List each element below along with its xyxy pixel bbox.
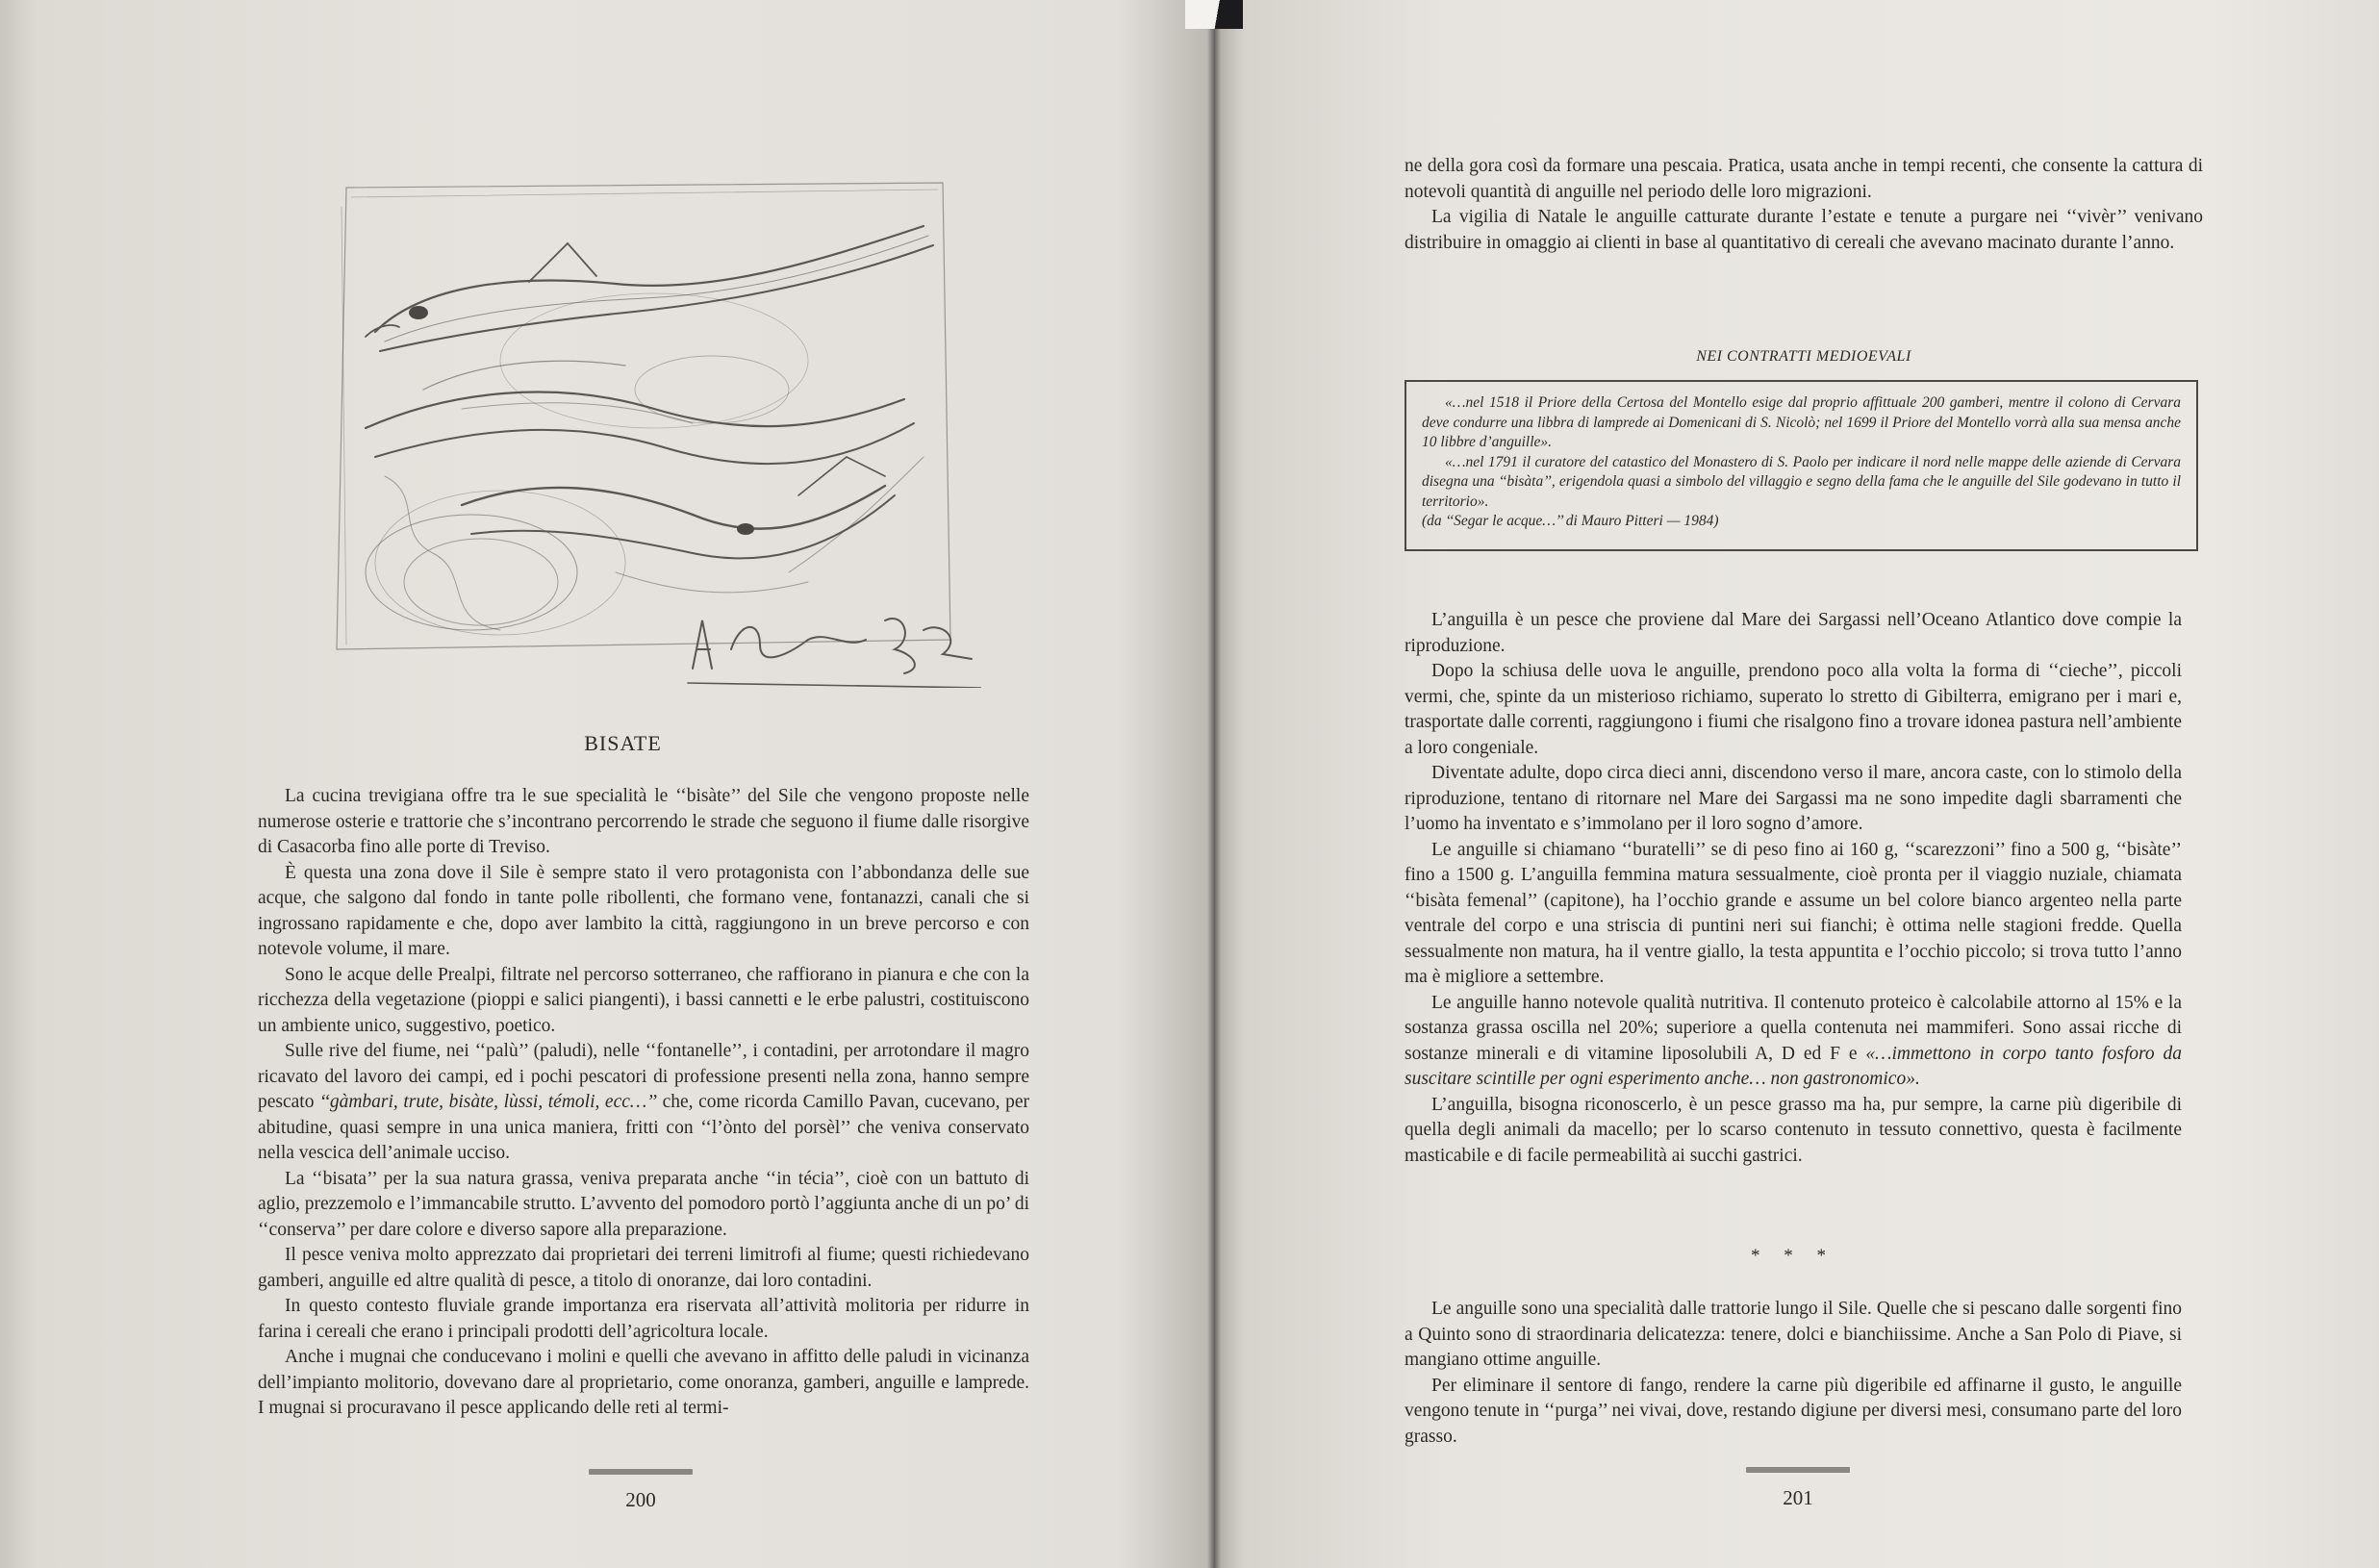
paragraph: Diventate adulte, dopo circa dieci anni, discendono verso il mare, ancora caste, con lo stimolo della riproduzione, tentano di ritornare nel Mare dei Sargassi ma ne sono impedite dagli sbarramenti che l’uomo ha inventato e s’immolano per il loro sogno d’amore. xyxy=(1405,763,2182,834)
box-title: NEI CONTRATTI MEDIOEVALI xyxy=(1696,348,1911,365)
paragraph: L’anguilla, bisogna riconoscerlo, è un pesce grasso ma ha, pur sempre, la carne più digeribile di quella degli animali da macello; per lo scarso contenuto in tessuto connettivo, questa è facilmente masticabile e di facile permeabilità ai succhi gastrici. xyxy=(1405,1094,2182,1166)
box-paragraph: «…nel 1518 il Priore della Certosa del Montello esige dal proprio affittuale 200 gamberi, mentre il colono di Cervara deve condurre una libbra di lamprede ai Domenicani di S. Nicolò; nel 1699 il Priore del Montello vorrà alla sua mensa anche 10 libbre d’anguille». xyxy=(1422,394,2181,450)
right-end-text xyxy=(1405,1297,2182,1450)
paragraph: La ‘‘bisata’’ per la sua natura grassa, veniva preparata anche ‘‘in técia’’, cioè con un battuto di aglio, prezzemolo e l’immancabile strutto. L’avvento del pomodoro portò l’aggiunta anche di un po’ di ‘‘conserva’’ per dare colore e diverso sapore alla preparazione. xyxy=(258,1168,1029,1240)
quote-box xyxy=(1405,380,2198,551)
paragraph: In questo contesto fluviale grande importanza era riservata all’attività molitoria per ridurre in farina i cereali che erano i principali prodotti dell’agricoltura locale. xyxy=(258,1296,1029,1342)
paragraph: Anche i mugnai che conducevano i molini e quelli che avevano in affitto delle paludi in vicinanza dell’impianto molitorio, dovevano dare al proprietario, come onoranza, gamberi, anguille e lamprede. I mugnai si procuravano il pesce applicando delle reti al termi- xyxy=(258,1347,1029,1418)
paragraph xyxy=(1405,991,2182,1093)
paragraph-text: Le anguille hanno notevole qualità nutritiva. Il contenuto proteico è calcolabile attorno al 15% e la sostanza grassa oscilla nel 20%; superiore a quella contenuta nei mammiferi. Sono assai ricche di sostanze minerali e di vitamine liposolubili A, D ed F e xyxy=(1405,992,2182,1064)
paragraph: È questa una zona dove il Sile è sempre stato il vero protagonista con l’abbondanza delle sue acque, che salgono dal fondo in tante polle ribollenti, che formano vene, fontanazzi, canali che si ingrossano rapidamente e che, dopo aver lambito la città, raggiungono in un breve percorso e con notevole volume, il mare. xyxy=(258,862,1029,959)
page-number: 201 xyxy=(1783,1486,1813,1509)
right-body-text xyxy=(1405,608,2182,1169)
paragraph: La vigilia di Natale le anguille catturate durante l’estate e tenute a purgare nei ‘‘vivèr’’ venivano distribuire in omaggio ai clienti in base al quantitativo di cereali che avevano macinato durante l’anno. xyxy=(1405,207,2203,253)
paragraph: Il pesce veniva molto apprezzato dai proprietari dei terreni limitrofi al fiume; questi richiedevano gamberi, anguille ed altre qualità di pesce, a titolo di onoranze, dai loro contadini. xyxy=(258,1245,1029,1291)
paragraph-text: Sulle rive del fiume, nei ‘‘palù’’ (paludi), nelle ‘‘fontanelle’’, i contadini, per arrotondare il magro ricavato del lavoro dei campi, ed i pochi pescatori di professione presenti nella zona, hanno sempre pescato xyxy=(258,1041,1029,1112)
paragraph: Le anguille si chiamano ‘‘buratelli’’ se di peso fino ai 160 g, ‘‘scarezzoni’’ fino a 500 g, ‘‘bisàte’’ fino a 1500 g. L’anguilla femmina matura sessualmente, cioè pronta per il viaggio nuziale, chiamata ‘‘bisàta femenal’’ (capitone), ha l’occhio grande e assume un bel colore bianco argenteo nella parte ventrale del corpo e una striscia di puntini neri sui fianchi; è ottima nelle stagioni fredde. Quella sessualmente non matura, ha il ventre giallo, la testa appuntita e l’occhio piccolo; si trova tutto l’anno ma è migliore a settembre. xyxy=(1405,839,2182,987)
paragraph-quote: ‘‘gàmbari, trute, bisàte, lùssi, témoli, ecc…’’ xyxy=(319,1092,658,1112)
paragraph: Sono le acque delle Prealpi, filtrate nel percorso sotterraneo, che raffiorano in pianura e che con la ricchezza della vegetazione (pioppi e salici piangenti), i bassi cannetti e le erbe palustri, costituiscono un ambiente unico, suggestivo, poetico. xyxy=(258,964,1029,1036)
book-gutter xyxy=(1207,0,1221,1568)
box-paragraph: «…nel 1791 il curatore del catastico del Monastero di S. Paolo per indicare il nord nelle mappe delle aziende di Cervara disegna una ‘‘bisàta’’, erigendola quasi a simbolo del villaggio e segno della fama che le anguille del Sile godevano in tutto il territorio». xyxy=(1422,453,2181,510)
page-rule xyxy=(1746,1467,1850,1473)
right-top-text xyxy=(1405,154,2203,256)
paragraph: L’anguilla è un pesce che proviene dal Mare dei Sargassi nell’Oceano Atlantico dove compie la riproduzione. xyxy=(1405,610,2182,656)
section-separator: * * * xyxy=(1751,1246,1835,1266)
paragraph: Le anguille sono una specialità dalle trattorie lungo il Sile. Quelle che si pescano dalle sorgenti fino a Quinto sono di straordinaria delicatezza: tenere, dolci e bianchiissime. Anche a San Polo di Piave, si mangiano ottime anguille. xyxy=(1405,1299,2182,1370)
paragraph: Dopo la schiusa delle uova le anguille, prendono poco alla volta la forma di ‘‘cieche’’, piccoli vermi, che, spinte da un misterioso richiamo, superato lo stretto di Gibilterra, emigrano per i mari e, trasportate dalle correnti, raggiungono i fiumi che risalgono fino a trovare idonea pastura nell’ambiente a loro congeniale. xyxy=(1405,661,2182,758)
paragraph: Per eliminare il sentore di fango, rendere la carne più digeribile ed affinarne il gusto, le anguille vengono tenute in ‘‘purga’’ nei vivai, dove, restando digiune per diversi mesi, consumano parte del loro grasso. xyxy=(1405,1375,2182,1447)
section-heading: BISATE xyxy=(584,731,662,755)
paragraph: ne della gora così da formare una pescaia. Pratica, usata anche in tempi recenti, che consente la cattura di notevoli quantità di anguille nel periodo delle loro migrazioni. xyxy=(1405,156,2203,202)
paragraph xyxy=(258,1039,1029,1167)
left-body-text xyxy=(258,784,1029,1422)
paragraph-quote: «…immettono in corpo tanto fosforo da suscitare scintille per ogni esperimento anche… non gastronomico». xyxy=(1405,1043,2182,1089)
page-number: 200 xyxy=(625,1488,656,1511)
box-source: (da ‘‘Segar le acque…’’ di Mauro Pitteri — 1984) xyxy=(1422,513,1719,529)
eel-sketch-illustration xyxy=(308,168,981,688)
paragraph: La cucina trevigiana offre tra le sue specialità le ‘‘bisàte’’ del Sile che vengono proposte nelle numerose osterie e trattorie che s’incontrano percorrendo le strade che seguono il fiume dalle risorgive di Casacorba fino alle porte di Treviso. xyxy=(258,786,1029,857)
paragraph-text: che, come ricorda Camillo Pavan, cucevano, per abitudine, quasi sempre in una unica maniera, fritti con ‘‘l’ònto del porsèl’’ che veniva conservato nella vescica dell’animale ucciso. xyxy=(258,1092,1029,1163)
page-rule xyxy=(589,1469,693,1475)
page-corner xyxy=(1185,0,1243,29)
